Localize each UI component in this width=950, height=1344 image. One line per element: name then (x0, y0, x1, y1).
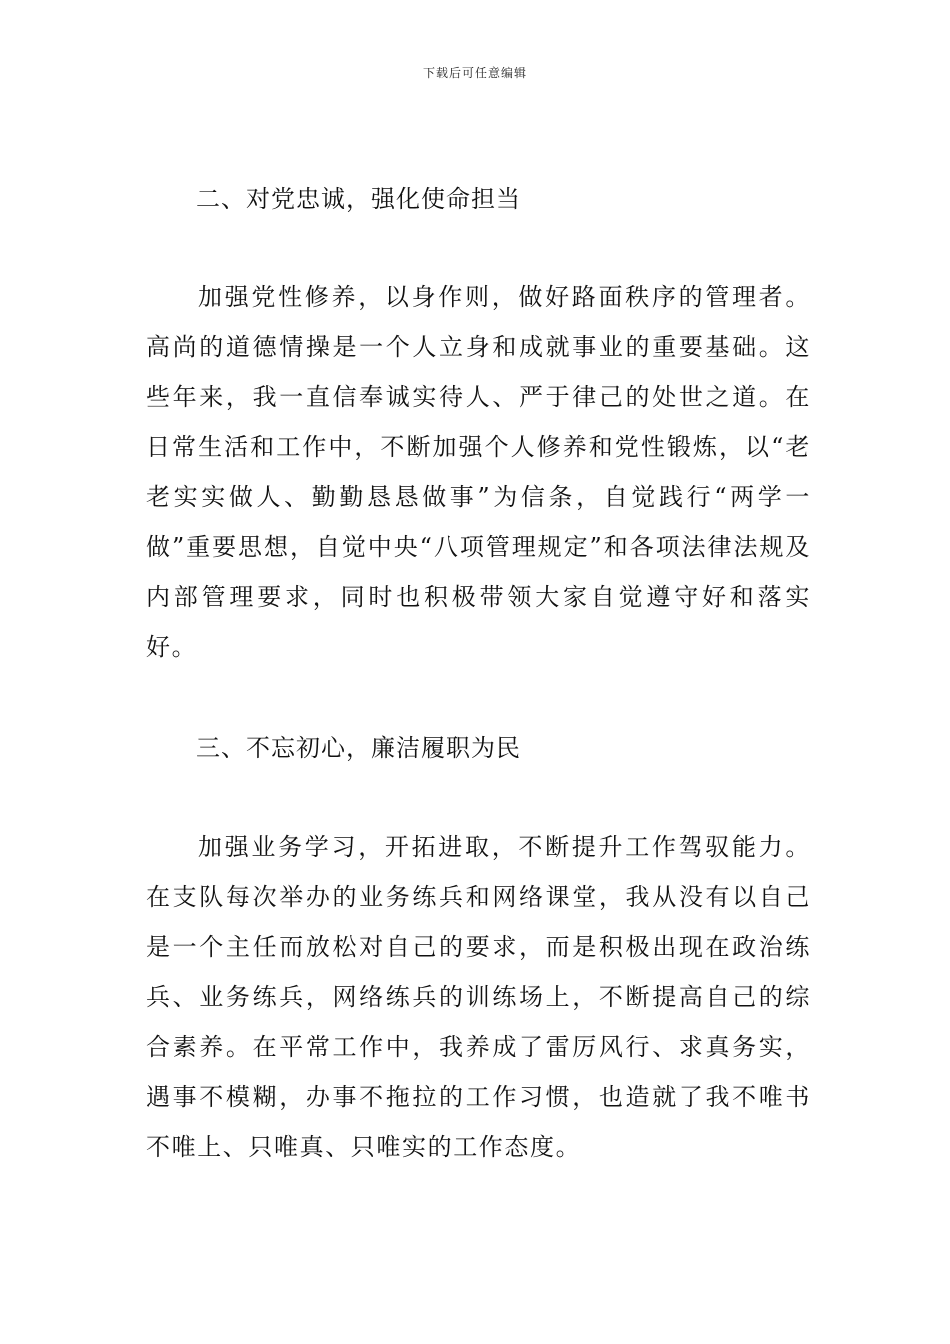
section-heading-integrity: 三、不忘初心，廉洁履职为民 (196, 734, 521, 762)
section-paragraph-integrity: 加强业务学习，开拓进取，不断提升工作驾驭能力。在支队每次举办的业务练兵和网络课堂，我从没有以自己是一个主任而放松对自己的要求，而是积极出现在政治练兵、业务练兵，网络练兵的训练场上，不断提高自己的综合素养。在平常工作中，我养成了雷厉风行、求真务实，遇事不模糊，办事不拖拉的工作习惯，也造就了我不唯书不唯上、只唯真、只唯实的工作态度。 (146, 833, 811, 1161)
page-header-note: 下载后可任意编辑 (422, 66, 527, 80)
section-paragraph-loyalty: 加强党性修养，以身作则，做好路面秩序的管理者。高尚的道德情操是一个人立身和成就事业的重要基础。这些年来，我一直信奉诚实待人、严于律己的处世之道。在日常生活和工作中，不断加强个人修养和党性锻炼，以“老老实实做人、勤勤恳恳做事”为信条，自觉践行“两学一做”重要思想，自觉中央“八项管理规定”和各项法律法规及内部管理要求，同时也积极带领大家自觉遵守好和落实好。 (146, 283, 811, 661)
section-heading-loyalty: 二、对党忠诚，强化使命担当 (196, 185, 521, 213)
